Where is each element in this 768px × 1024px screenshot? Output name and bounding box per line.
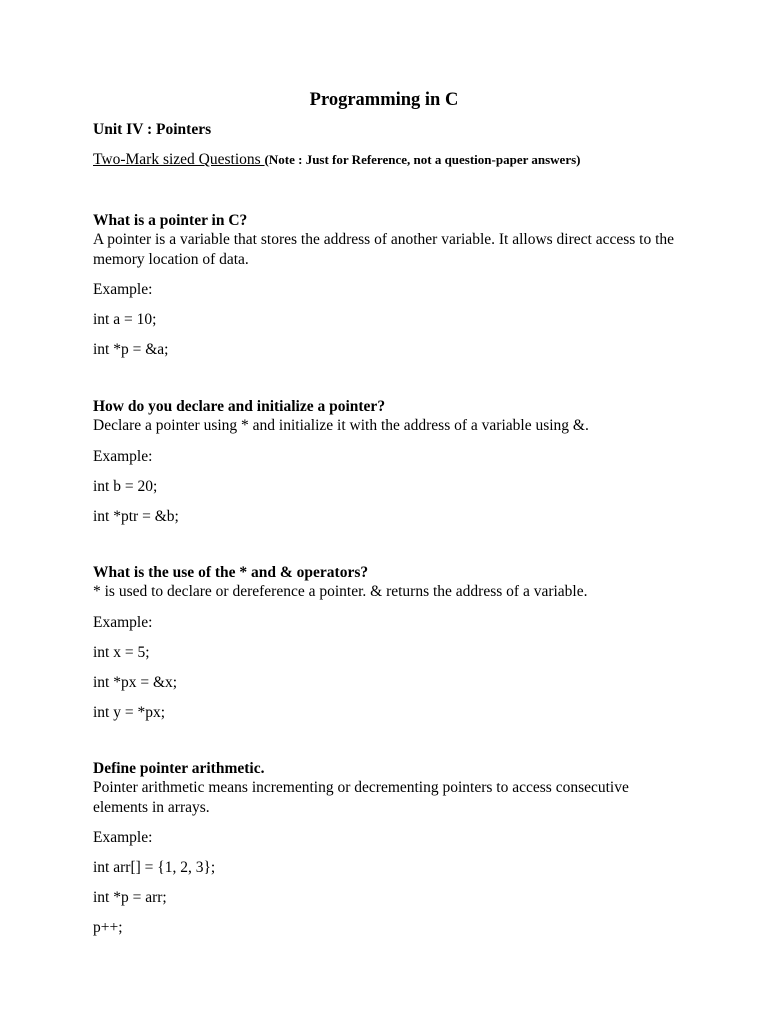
section-subheading bbox=[93, 150, 580, 170]
code-line: int b = 20; bbox=[93, 477, 158, 495]
question-heading: What is the use of the * and & operators? bbox=[93, 564, 369, 581]
code-line: int *p = arr; bbox=[93, 889, 167, 906]
example-label: Example: bbox=[93, 829, 153, 846]
code-line: int *px = &x; bbox=[93, 673, 178, 691]
code-line: int *p = &a; bbox=[93, 341, 169, 358]
code-line: int x = 5; bbox=[93, 643, 150, 661]
answer-text: Pointer arithmetic means incrementing or decrementing pointers to access consecutive elements in arrays. bbox=[93, 779, 629, 816]
question-heading: How do you declare and initialize a pointer? bbox=[93, 398, 386, 415]
answer-text: * is used to declare or dereference a pointer. & returns the address of a variable. bbox=[93, 583, 588, 600]
page-title: Programming in C bbox=[309, 90, 459, 110]
code-line: p++; bbox=[93, 919, 123, 936]
answer-text: A pointer is a variable that stores the address of another variable. It allows direct access to the memory location of data. bbox=[93, 231, 675, 268]
code-line: int y = *px; bbox=[93, 703, 166, 721]
example-label: Example: bbox=[93, 281, 153, 298]
qa-section-pointer-definition bbox=[93, 211, 693, 359]
code-line: int *ptr = &b; bbox=[93, 507, 179, 525]
question-heading: What is a pointer in C? bbox=[93, 212, 248, 229]
example-label: Example: bbox=[93, 613, 153, 631]
unit-heading: Unit IV : Pointers bbox=[93, 121, 212, 138]
qa-section-operators bbox=[93, 563, 693, 722]
subheading-note: (Note : Just for Reference, not a question-paper answers) bbox=[264, 152, 581, 167]
answer-text: Declare a pointer using * and initialize it with the address of a variable using &. bbox=[93, 417, 589, 434]
example-label: Example: bbox=[93, 447, 153, 465]
qa-section-pointer-arithmetic bbox=[93, 759, 693, 937]
code-line: int arr[] = {1, 2, 3}; bbox=[93, 859, 216, 876]
qa-section-declare-initialize bbox=[93, 397, 693, 526]
subheading-title: Two-Mark sized Questions bbox=[93, 151, 265, 168]
question-heading: Define pointer arithmetic. bbox=[93, 760, 265, 777]
code-line: int a = 10; bbox=[93, 311, 157, 328]
